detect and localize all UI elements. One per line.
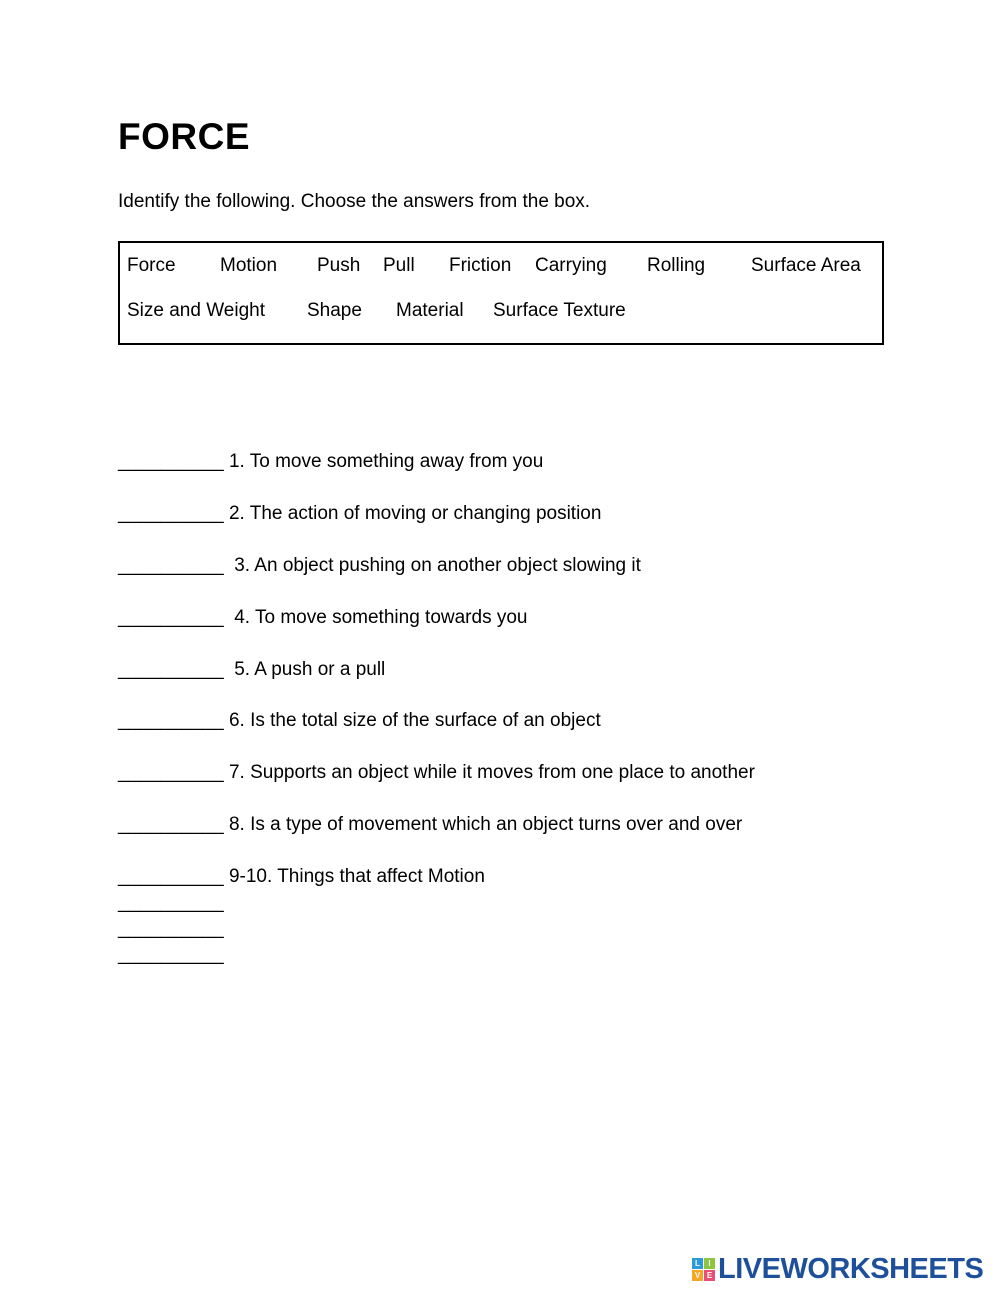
- word-bank-item: Shape: [307, 300, 362, 321]
- question-3: [118, 555, 641, 577]
- word-bank-item: Rolling: [647, 255, 706, 276]
- word-bank-item: Push: [317, 255, 361, 276]
- question-text: 6. Is the total size of the surface of an object: [223, 710, 601, 731]
- question-text: 3. An object pushing on another object slowing it: [223, 555, 641, 576]
- word-bank-box: [118, 241, 884, 345]
- answer-blank-4[interactable]: __________: [118, 607, 224, 628]
- word-bank-item: Pull: [383, 255, 415, 276]
- answer-blank-7[interactable]: __________: [118, 762, 224, 783]
- answer-blank-11[interactable]: __________: [118, 918, 224, 939]
- question-text: 9-10. Things that affect Motion: [223, 866, 485, 887]
- question-text: 2. The action of moving or changing position: [223, 503, 602, 524]
- question-5: [118, 659, 385, 681]
- answer-blank-10[interactable]: __________: [118, 892, 224, 913]
- question-text: 1. To move something away from you: [223, 451, 544, 472]
- answer-blank-8[interactable]: __________: [118, 814, 224, 835]
- logo-text: LIVEWORKSHEETS: [718, 1252, 984, 1285]
- instructions: Identify the following. Choose the answers from the box.: [118, 191, 591, 212]
- question-text: 4. To move something towards you: [223, 607, 528, 628]
- answer-blank-1[interactable]: __________: [118, 451, 224, 472]
- answer-blank-9[interactable]: __________: [118, 866, 224, 887]
- answer-blank-12[interactable]: __________: [118, 944, 224, 965]
- page-title: FORCE: [118, 116, 250, 157]
- question-text: 5. A push or a pull: [223, 659, 386, 680]
- question-6: [118, 710, 601, 732]
- question-4: [118, 607, 527, 629]
- word-bank-item: Friction: [449, 255, 512, 276]
- liveworksheets-logo: [692, 1254, 983, 1284]
- word-bank-item: Size and Weight: [127, 300, 266, 321]
- answer-blank-3[interactable]: __________: [118, 555, 224, 576]
- answer-blank-2[interactable]: __________: [118, 503, 224, 524]
- question-8: [118, 814, 742, 836]
- question-2: [118, 503, 601, 525]
- word-bank-item: Carrying: [535, 255, 607, 276]
- word-bank-item: Surface Texture: [493, 300, 626, 321]
- word-bank-item: Surface Area: [751, 255, 861, 276]
- word-bank-item: Material: [396, 300, 464, 321]
- question-7: [118, 762, 755, 784]
- liveworksheets-logo-mark-icon: L I V E: [692, 1258, 715, 1281]
- answer-blank-5[interactable]: __________: [118, 659, 224, 680]
- word-bank-item: Motion: [220, 255, 278, 276]
- question-text: 7. Supports an object while it moves from one place to another: [223, 762, 755, 783]
- question-1: [118, 451, 543, 473]
- question-9-10: [118, 866, 485, 888]
- word-bank-item: Force: [127, 255, 176, 276]
- question-text: 8. Is a type of movement which an object turns over and over: [223, 814, 743, 835]
- answer-blank-6[interactable]: __________: [118, 710, 224, 731]
